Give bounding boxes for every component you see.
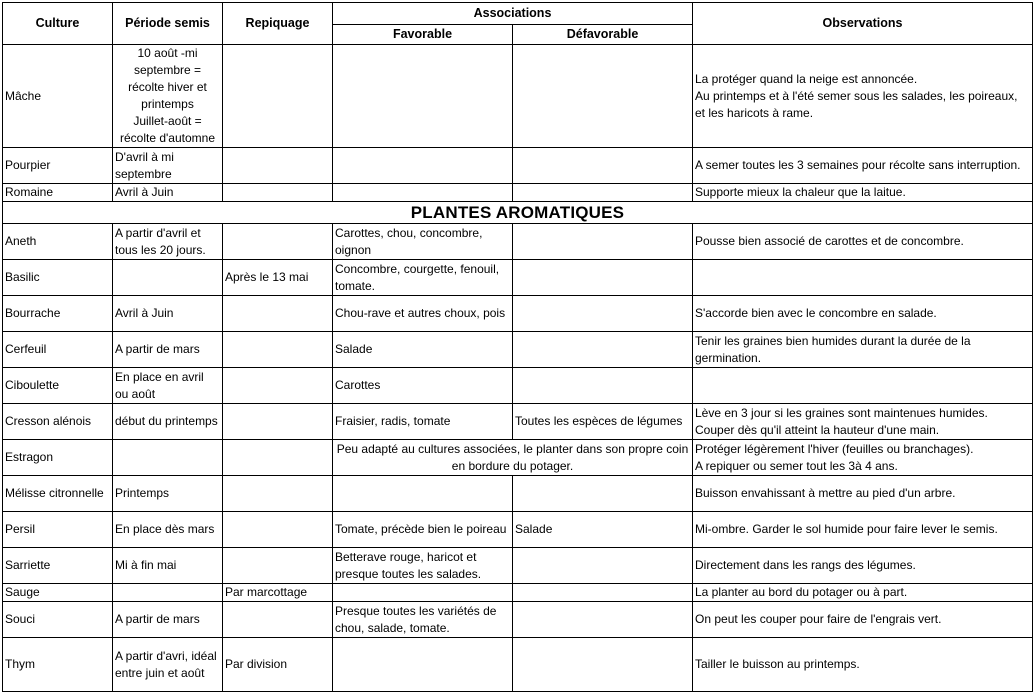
cell-observations: Supporte mieux la chaleur que la laitue. (693, 184, 1033, 202)
cell-repiquage (223, 602, 333, 638)
cell-favorable: Salade (333, 332, 513, 368)
cell-repiquage: Après le 13 mai (223, 260, 333, 296)
cell-favorable: Tomate, précède bien le poireau (333, 512, 513, 548)
table-row (3, 476, 1033, 512)
table-row (3, 368, 1033, 404)
cell-repiquage (223, 296, 333, 332)
header-culture: Culture (3, 3, 113, 45)
cell-culture: Sarriette (3, 548, 113, 584)
cell-repiquage (223, 184, 333, 202)
cell-culture: Cresson alénois (3, 404, 113, 440)
cell-culture: Bourrache (3, 296, 113, 332)
cell-defavorable (513, 368, 693, 404)
cell-observations: Tailler le buisson au printemps. (693, 638, 1033, 692)
cell-defavorable (513, 148, 693, 184)
cell-favorable (333, 148, 513, 184)
header-associations: Associations (333, 3, 693, 25)
cell-defavorable (513, 476, 693, 512)
table-row (3, 184, 1033, 202)
cell-repiquage (223, 224, 333, 260)
table-row (3, 404, 1033, 440)
cell-culture: Aneth (3, 224, 113, 260)
cell-observations (693, 260, 1033, 296)
cell-periode-semis: En place dès mars (113, 512, 223, 548)
table-body (3, 45, 1033, 692)
cell-observations: La planter au bord du potager ou à part. (693, 584, 1033, 602)
cell-culture: Romaine (3, 184, 113, 202)
cell-culture: Basilic (3, 260, 113, 296)
cell-observations: Lève en 3 jour si les graines sont maintenues humides. Couper dès qu'il atteint la hauteur d'une main. (693, 404, 1033, 440)
cell-defavorable (513, 184, 693, 202)
cell-defavorable (513, 296, 693, 332)
cell-periode-semis: A partir d'avri, idéal entre juin et août (113, 638, 223, 692)
cell-observations: On peut les couper pour faire de l'engrais vert. (693, 602, 1033, 638)
cell-defavorable (513, 45, 693, 148)
cell-culture: Sauge (3, 584, 113, 602)
table-row (3, 45, 1033, 148)
table-row (3, 638, 1033, 692)
cell-favorable: Carottes (333, 368, 513, 404)
cell-favorable (333, 584, 513, 602)
cell-observations: Buisson envahissant à mettre au pied d'un arbre. (693, 476, 1033, 512)
cell-culture: Mélisse citronnelle (3, 476, 113, 512)
header-favorable: Favorable (333, 25, 513, 45)
cell-repiquage (223, 148, 333, 184)
cell-defavorable (513, 548, 693, 584)
header-defavorable: Défavorable (513, 25, 693, 45)
cell-defavorable (513, 584, 693, 602)
table-row (3, 332, 1033, 368)
cell-associations: Peu adapté au cultures associées, le planter dans son propre coin en bordure du potager. (333, 440, 693, 476)
cell-favorable (333, 638, 513, 692)
cell-periode-semis (113, 584, 223, 602)
table-row (3, 548, 1033, 584)
plants-table (2, 2, 1033, 692)
table-row (3, 440, 1033, 476)
cell-favorable: Carottes, chou, concombre, oignon (333, 224, 513, 260)
cell-observations: Pousse bien associé de carottes et de concombre. (693, 224, 1033, 260)
cell-periode-semis (113, 260, 223, 296)
cell-culture: Ciboulette (3, 368, 113, 404)
cell-observations (693, 368, 1033, 404)
cell-favorable (333, 476, 513, 512)
cell-periode-semis: A partir d'avril et tous les 20 jours. (113, 224, 223, 260)
cell-observations: Directement dans les rangs des légumes. (693, 548, 1033, 584)
table-row (3, 296, 1033, 332)
table-row (3, 224, 1033, 260)
cell-observations: Protéger légèrement l'hiver (feuilles ou branchages). A repiquer ou semer tout les 3à 4 ans. (693, 440, 1033, 476)
cell-culture: Persil (3, 512, 113, 548)
cell-repiquage (223, 512, 333, 548)
cell-observations: La protéger quand la neige est annoncée. Au printemps et à l'été semer sous les salades, les poireaux, et les haricots à rame. (693, 45, 1033, 148)
cell-periode-semis: début du printemps (113, 404, 223, 440)
cell-culture: Mâche (3, 45, 113, 148)
cell-favorable: Presque toutes les variétés de chou, salade, tomate. (333, 602, 513, 638)
cell-periode-semis: Printemps (113, 476, 223, 512)
cell-defavorable (513, 332, 693, 368)
cell-observations: Tenir les graines bien humides durant la durée de la germination. (693, 332, 1033, 368)
cell-periode-semis: Avril à Juin (113, 296, 223, 332)
cell-defavorable (513, 260, 693, 296)
cell-culture: Cerfeuil (3, 332, 113, 368)
section-row (3, 202, 1033, 224)
cell-repiquage (223, 404, 333, 440)
cell-favorable (333, 45, 513, 148)
cell-favorable: Betterave rouge, haricot et presque toutes les salades. (333, 548, 513, 584)
cell-repiquage (223, 476, 333, 512)
cell-periode-semis: A partir de mars (113, 332, 223, 368)
cell-observations: A semer toutes les 3 semaines pour récolte sans interruption. (693, 148, 1033, 184)
cell-repiquage (223, 332, 333, 368)
cell-repiquage (223, 548, 333, 584)
cell-defavorable: Toutes les espèces de légumes (513, 404, 693, 440)
cell-periode-semis: 10 août -mi septembre = récolte hiver et printemps Juillet-août = récolte d'automne (113, 45, 223, 148)
cell-repiquage (223, 45, 333, 148)
cell-culture: Pourpier (3, 148, 113, 184)
cell-repiquage: Par division (223, 638, 333, 692)
cell-culture: Estragon (3, 440, 113, 476)
cell-repiquage (223, 368, 333, 404)
cell-periode-semis: A partir de mars (113, 602, 223, 638)
header-repiquage: Repiquage (223, 3, 333, 45)
table-row (3, 602, 1033, 638)
cell-periode-semis: En place en avril ou août (113, 368, 223, 404)
cell-repiquage (223, 440, 333, 476)
cell-periode-semis: Mi à fin mai (113, 548, 223, 584)
cell-periode-semis (113, 440, 223, 476)
table-row (3, 260, 1033, 296)
cell-defavorable (513, 224, 693, 260)
table-row (3, 148, 1033, 184)
cell-defavorable: Salade (513, 512, 693, 548)
cell-culture: Souci (3, 602, 113, 638)
cell-favorable: Fraisier, radis, tomate (333, 404, 513, 440)
section-title: PLANTES AROMATIQUES (3, 202, 1033, 224)
header-row-1 (3, 3, 1033, 25)
cell-defavorable (513, 602, 693, 638)
cell-observations: S'accorde bien avec le concombre en salade. (693, 296, 1033, 332)
cell-observations: Mi-ombre. Garder le sol humide pour faire lever le semis. (693, 512, 1033, 548)
table-row (3, 584, 1033, 602)
cell-defavorable (513, 638, 693, 692)
cell-periode-semis: D'avril à mi septembre (113, 148, 223, 184)
table-row (3, 512, 1033, 548)
cell-periode-semis: Avril à Juin (113, 184, 223, 202)
cell-favorable (333, 184, 513, 202)
cell-favorable: Chou-rave et autres choux, pois (333, 296, 513, 332)
header-periode-semis: Période semis (113, 3, 223, 45)
cell-favorable: Concombre, courgette, fenouil, tomate. (333, 260, 513, 296)
cell-repiquage: Par marcottage (223, 584, 333, 602)
cell-culture: Thym (3, 638, 113, 692)
header-observations: Observations (693, 3, 1033, 45)
